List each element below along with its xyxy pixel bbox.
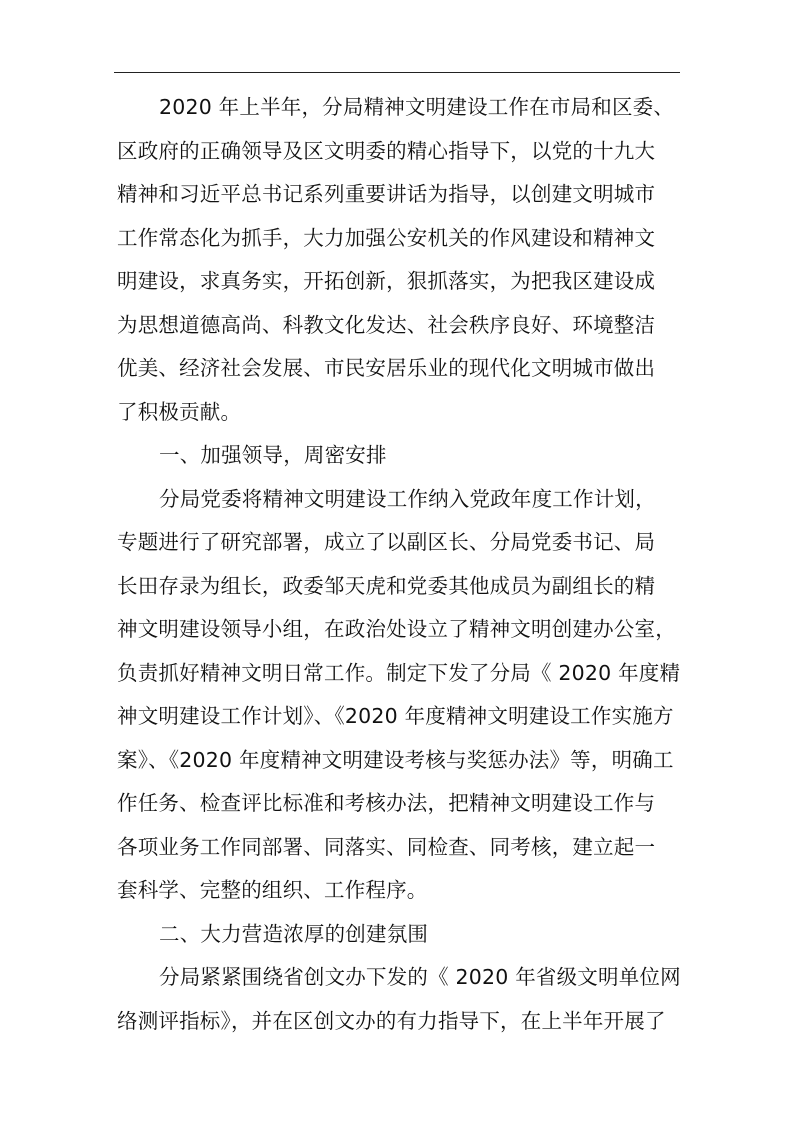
text-line: 套科学、完整的组织、工作程序。 [117,878,428,902]
paragraph-leadership [117,478,681,913]
text-line: 工作常态化为抓手，大力加强公安机关的作风建设和精神文 [117,225,656,250]
text-line: 分局紧紧围绕省创文办下发的《 2020 年省级文明单位网 [159,965,681,989]
text-line: 区政府的正确领导及区文明委的精心指导下，以党的十九大 [117,138,656,163]
text-line: 负责抓好精神文明日常工作。制定下发了分局《 2020 年度精 [117,660,681,685]
text-line: 神文明建设工作计划》、《2020 年度精神文明建设工作实施方 [117,704,674,728]
text-line: 分局党委将精神文明建设工作纳入党政年度工作计划， [159,486,656,511]
paragraph-intro [117,86,677,434]
text-line: 长田存录为组长，政委邹天虎和党委其他成员为副组长的精 [117,573,656,598]
header-rule [114,72,680,73]
text-line: 各项业务工作同部署、同落实、同检查、同考核，建立起一 [117,834,656,859]
text-line: 精神和习近平总书记系列重要讲话为指导，以创建文明城市 [117,182,656,206]
text-line: 2020 年上半年，分局精神文明建设工作在市局和区委、 [159,95,675,119]
text-line: 专题进行了研究部署，成立了以副区长、分局党委书记、局 [117,530,656,554]
text-line: 了积极贡献。 [117,399,242,424]
text-line: 神文明建设领导小组，在政治处设立了精神文明创建办公室， [117,617,676,641]
section-heading-1: 一、加强领导，周密安排 [159,443,387,467]
text-line: 案》、《2020 年度精神文明建设考核与奖惩办法》等，明确工 [117,747,674,772]
text-line: 络测评指标》，并在区创文办的有力指导下，在上半年开展了 [117,1008,666,1033]
text-line: 为思想道德高尚、科教文化发达、社会秩序良好、环境整洁 [117,312,656,337]
section-heading-2: 二、大力营造浓厚的创建氛围 [159,921,429,946]
text-line: 优美、经济社会发展、市民安居乐业的现代化文明城市做出 [117,356,656,380]
text-line: 作任务、检查评比标准和考核办法，把精神文明建设工作与 [117,791,656,815]
text-line: 明建设，求真务实，开拓创新，狠抓落实，为把我区建设成 [117,269,656,293]
paragraph-atmosphere [117,956,681,1043]
body-text [117,86,681,1043]
